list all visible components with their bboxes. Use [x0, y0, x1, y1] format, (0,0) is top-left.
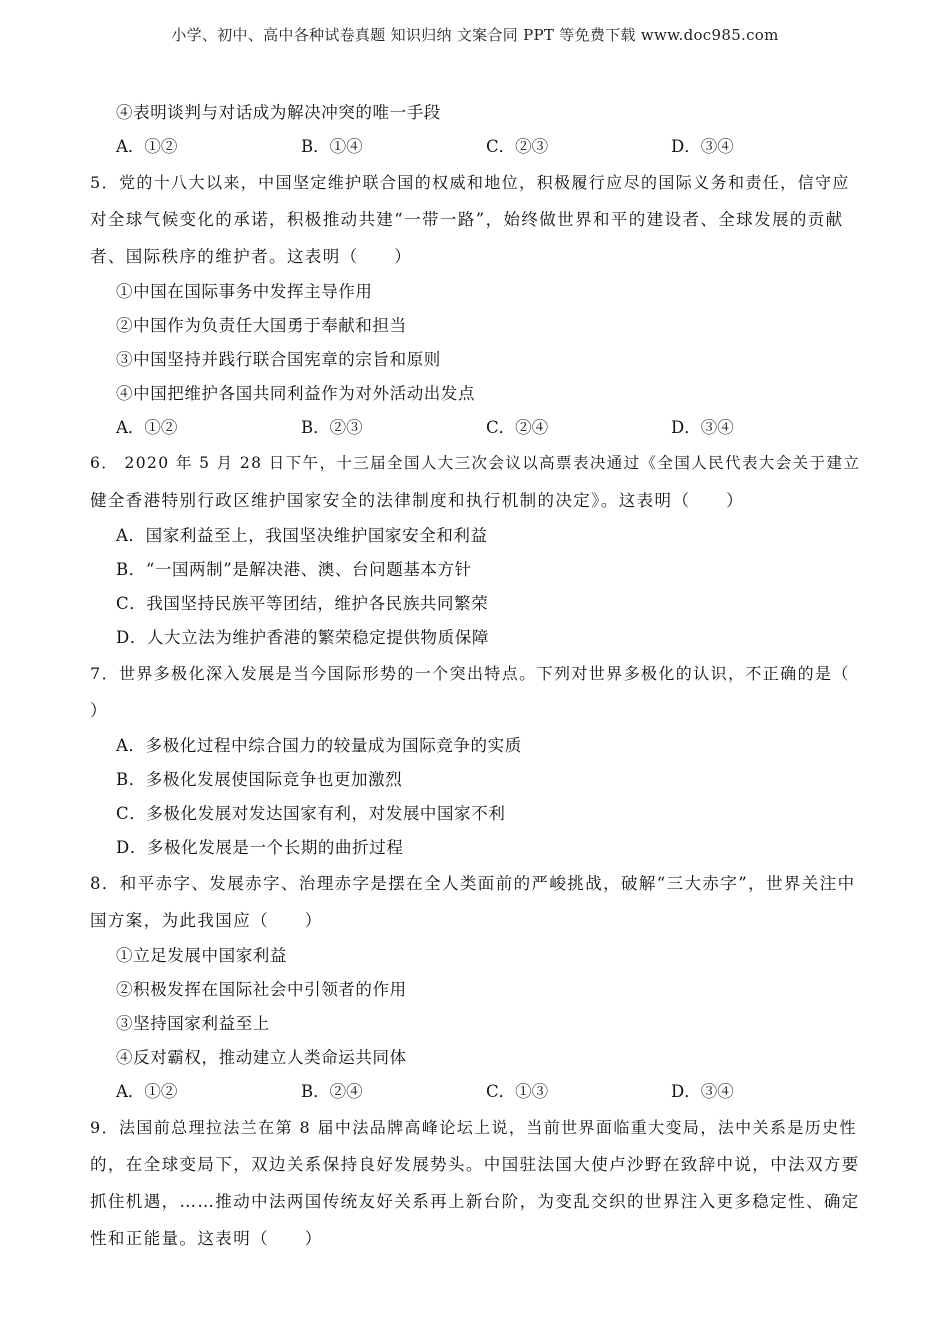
q7-option-d[interactable]: D．多极化发展是一个长期的曲折过程 — [116, 838, 404, 857]
q7-option-a[interactable]: A．多极化过程中综合国力的较量成为国际竞争的实质 — [116, 736, 522, 755]
q6-option-b[interactable]: B．“一国两制”是解决港、澳、台问题基本方针 — [116, 560, 472, 579]
q4-choice-b[interactable]: B．①④ — [301, 137, 363, 156]
q5-statement-3: ③中国坚持并践行联合国宪章的宗旨和原则 — [116, 350, 441, 369]
q8-choice-d[interactable]: D．③④ — [671, 1082, 734, 1101]
q7-stem — [90, 655, 860, 729]
q5-choice-a[interactable]: A．①② — [116, 418, 178, 437]
q7-stem-line-2: ） — [90, 701, 108, 720]
q6-stem-line-1: 6． 2020 年 5 月 28 日下午，十三届全国人大三次会议以高票表决通过《全国人民代表大会关于建立 — [90, 454, 861, 472]
q4-choice-a[interactable]: A．①② — [116, 137, 178, 156]
q9-stem-line-2: 的，在全球变局下，双边关系保持良好发展势头。中国驻法国大使卢沙野在致辞中说，中法双方要 — [90, 1155, 860, 1174]
q8-statement-1: ①立足发展中国家利益 — [116, 946, 287, 965]
q8-statement-4: ④反对霸权，推动建立人类命运共同体 — [116, 1048, 407, 1067]
q7-option-c[interactable]: C．多极化发展对发达国家有利，对发展中国家不利 — [116, 804, 506, 823]
q6-stem — [90, 445, 860, 519]
q7-stem-line-1: 7．世界多极化深入发展是当今国际形势的一个突出特点。下列对世界多极化的认识，不正确的是（ — [90, 664, 850, 683]
q5-stem-line-2: 对全球气候变化的承诺，积极推动共建“一带一路”，始终做世界和平的建设者、全球发展的贡献 — [90, 210, 844, 229]
q8-statement-2: ②积极发挥在国际社会中引领者的作用 — [116, 980, 407, 999]
exam-content — [90, 96, 860, 1257]
q5-stem-line-1: 5．党的十八大以来，中国坚定维护联合国的权威和地位，积极履行应尽的国际义务和责任，信守应 — [90, 173, 850, 192]
q4-statement-4: ④表明谈判与对话成为解决冲突的唯一手段 — [116, 103, 441, 122]
q5-choice-c[interactable]: C．②④ — [486, 418, 549, 437]
q5-statement-2: ②中国作为负责任大国勇于奉献和担当 — [116, 316, 407, 335]
q6-option-c[interactable]: C．我国坚持民族平等团结，维护各民族共同繁荣 — [116, 594, 489, 613]
q6-stem-line-2: 健全香港特别行政区维护国家安全的法律制度和执行机制的决定》。这表明（ ） — [90, 491, 745, 510]
q4-choice-c[interactable]: C．②③ — [486, 137, 549, 156]
q9-stem-line-4: 性和正能量。这表明（ ） — [90, 1229, 323, 1248]
q4-choices — [90, 130, 860, 164]
q8-statement-3: ③坚持国家利益至上 — [116, 1014, 270, 1033]
q8-stem-line-1: 8．和平赤字、发展赤字、治理赤字是摆在全人类面前的严峻挑战，破解“三大赤字”，世界关注中 — [90, 874, 856, 893]
q4-choice-d[interactable]: D．③④ — [671, 137, 734, 156]
q9-stem-line-3: 抓住机遇，……推动中法两国传统友好关系再上新台阶，为变乱交织的世界注入更多稳定性、确定 — [90, 1192, 860, 1211]
q5-statement-1: ①中国在国际事务中发挥主导作用 — [116, 282, 373, 301]
q5-stem — [90, 164, 860, 275]
q8-stem — [90, 865, 860, 939]
q5-stem-line-3: 者、国际秩序的维护者。这表明（ ） — [90, 247, 413, 266]
q8-choice-c[interactable]: C．①③ — [486, 1082, 549, 1101]
q8-choice-a[interactable]: A．①② — [116, 1082, 178, 1101]
page-header: 小学、初中、高中各种试卷真题 知识归纳 文案合同 PPT 等免费下载 www.doc985.com — [171, 26, 779, 44]
q7-option-b[interactable]: B．多极化发展使国际竞争也更加激烈 — [116, 770, 403, 789]
q5-statement-4: ④中国把维护各国共同利益作为对外活动出发点 — [116, 384, 476, 403]
q8-choices — [90, 1075, 860, 1109]
q8-choice-b[interactable]: B．②④ — [301, 1082, 363, 1101]
q6-option-a[interactable]: A．国家利益至上，我国坚决维护国家安全和利益 — [116, 526, 488, 545]
q9-stem-line-1: 9．法国前总理拉法兰在第 8 届中法品牌高峰论坛上说，当前世界面临重大变局，法中关系是历史性 — [90, 1118, 857, 1137]
q5-choice-b[interactable]: B．②③ — [301, 418, 363, 437]
q8-stem-line-2: 国方案，为此我国应（ ） — [90, 911, 323, 930]
q9-stem — [90, 1109, 860, 1257]
q5-choice-d[interactable]: D．③④ — [671, 418, 734, 437]
q6-option-d[interactable]: D．人大立法为维护香港的繁荣稳定提供物质保障 — [116, 628, 489, 647]
q5-choices — [90, 411, 860, 445]
